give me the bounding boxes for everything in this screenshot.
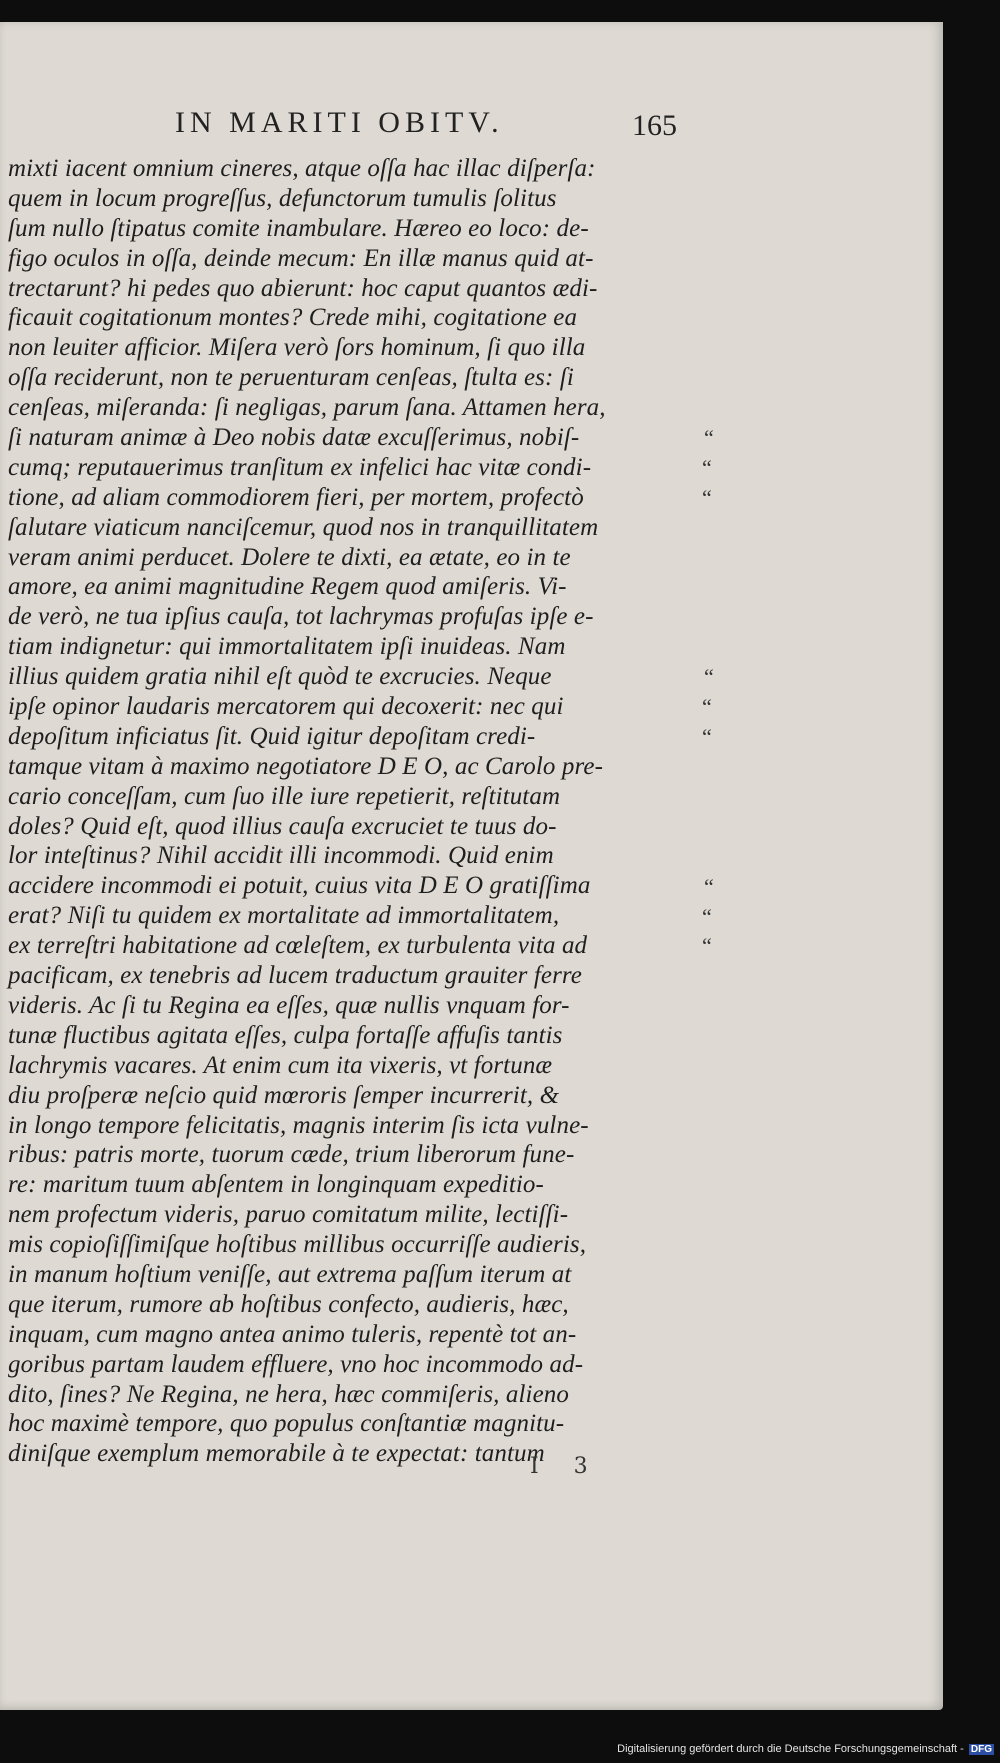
text-line: oſſa reciderunt, non te peruenturam cenſeas, ſtulta es: ſi: [8, 364, 574, 392]
text-line: veram animi perducet. Dolere te dixti, ea ætate, eo in te: [8, 543, 571, 571]
margin-quote-mark: “: [702, 724, 712, 750]
text-line: doles? Quid eſt, quod illius cauſa excruciet te tuus do-: [8, 812, 557, 840]
text-line: amore, ea animi magnitudine Regem quod amiſeris. Vi-: [8, 573, 567, 601]
text-line: figo oculos in oſſa, deinde mecum: En illæ manus quid at-: [8, 244, 594, 272]
text-line: ficauit cogitationum montes? Crede mihi, cogitatione ea: [8, 304, 578, 332]
text-line: cumq; reputauerimus tranſitum ex infelici hac vitæ condi-: [8, 453, 592, 481]
funding-text: Digitalisierung gefördert durch die Deutsche Forschungsgemeinschaft -: [617, 1743, 964, 1755]
text-line: erat? Niſi tu quidem ex mortalitate ad immortalitatem,: [8, 902, 560, 930]
margin-quote-mark: “: [702, 903, 712, 929]
text-line: videris. Ac ſi tu Regina ea eſſes, quæ nullis vnquam for-: [8, 991, 570, 1019]
margin-quote-mark: “: [702, 455, 712, 480]
dfg-logo: DFG: [970, 1744, 992, 1755]
text-line: ſalutare viaticum nanciſcemur, quod nos in tranquillitatem: [8, 513, 599, 541]
text-line: cenſeas, miſeranda: ſi negligas, parum ſana. Attamen hera,: [8, 394, 606, 422]
text-line: mis copioſiſſimiſque hoſtibus millibus occurriſſe audieris,: [8, 1231, 587, 1259]
text-line: accidere incommodi ei potuit, cuius vita D E O gratiſſima: [8, 872, 591, 900]
margin-quote-mark: “: [704, 664, 714, 690]
text-line: tamque vitam à maximo negotiatore D E O, ac Carolo pre-: [8, 752, 603, 780]
text-line: inquam, cum magno antea animo tuleris, repentè tot an-: [8, 1320, 577, 1348]
signature-mark: I 3: [530, 1454, 602, 1479]
text-line: ſi naturam animæ à Deo nobis datæ excuſſerimus, nobiſ-: [8, 424, 580, 452]
text-line: de verò, ne tua ipſius cauſa, tot lachrymas profuſas ipſe e-: [8, 603, 594, 631]
text-line: lachrymis vacares. At enim cum ita vixeris, vt fortunæ: [8, 1051, 553, 1079]
text-line: dito, ſines? Ne Regina, ne hera, hæc commiſeris, alieno: [8, 1380, 569, 1408]
text-line: depoſitum inficiatus ſit. Quid igitur depoſitam credi-: [8, 722, 536, 750]
text-line: diniſque exemplum memorabile à te expectat: tantum: [8, 1440, 545, 1468]
text-line: non leuiter afficior. Miſera verò ſors hominum, ſi quo illa: [8, 334, 586, 362]
text-line: trectarunt? hi pedes quo abierunt: hoc caput quantos ædi-: [8, 274, 598, 302]
text-line: re: maritum tuum abſentem in longinquam expeditio-: [8, 1171, 544, 1199]
text-line: tione, ad aliam commodiorem fieri, per mortem, profectò: [8, 483, 584, 511]
body-text: [8, 154, 714, 1469]
margin-quote-mark: “: [702, 694, 712, 720]
margin-quote-mark: “: [704, 873, 714, 899]
text-line: hoc maximè tempore, quo populus conſtantiæ magnitu-: [8, 1410, 565, 1438]
text-line: ipſe opinor laudaris mercatorem qui decoxerit: nec qui: [8, 693, 564, 721]
book-page: [0, 22, 943, 1710]
funding-note: [617, 1743, 994, 1755]
text-line: tiam indignetur: qui immortalitatem ipſi inuideas. Nam: [8, 633, 566, 661]
running-head: [0, 106, 943, 150]
text-line: in longo tempore felicitatis, magnis interim ſis icta vulne-: [8, 1111, 589, 1139]
text-line: goribus partam laudem effluere, vno hoc incommodo ad-: [8, 1350, 584, 1378]
text-line: cario conceſſam, cum ſuo ille iure repetierit, reſtitutam: [8, 782, 561, 810]
text-line: pacificam, ex tenebris ad lucem traductum grauiter ferre: [8, 962, 582, 990]
margin-quote-mark: “: [702, 933, 712, 959]
margin-quote-mark: “: [702, 484, 712, 510]
text-line: tunæ fluctibus agitata eſſes, culpa fortaſſe affuſis tantis: [8, 1021, 563, 1049]
text-line: illius quidem gratia nihil eſt quòd te excrucies. Neque: [8, 663, 552, 691]
text-line: ex terreſtri habitatione ad cœleſtem, ex turbulenta vita ad: [8, 932, 588, 960]
text-line: quem in locum progreſſus, defunctorum tumulis ſolitus: [8, 184, 557, 212]
text-line: ſum nullo ſtipatus comite inambulare. Hæreo eo loco: de-: [8, 214, 589, 242]
text-line: lor inteſtinus? Nihil accidit illi incommodi. Quid enim: [8, 842, 554, 870]
text-line: nem profectum videris, paruo comitatum milite, lectiſſi-: [8, 1201, 569, 1229]
running-title: IN MARITI OBITV.: [175, 106, 504, 139]
text-line: ribus: patris morte, tuorum cæde, trium liberorum fune-: [8, 1141, 575, 1169]
text-line: que iterum, rumore ab hoſtibus confecto, audieris, hæc,: [8, 1290, 569, 1318]
text-line: mixti iacent omnium cineres, atque oſſa hac illac diſperſa:: [8, 155, 596, 182]
text-line: in manum hoſtium veniſſe, aut extrema paſſum iterum at: [8, 1260, 572, 1288]
text-line: diu proſperæ neſcio quid mœroris ſemper incurrerit, &: [8, 1081, 560, 1109]
page-number: 165: [632, 109, 677, 142]
margin-quote-mark: “: [704, 425, 714, 451]
